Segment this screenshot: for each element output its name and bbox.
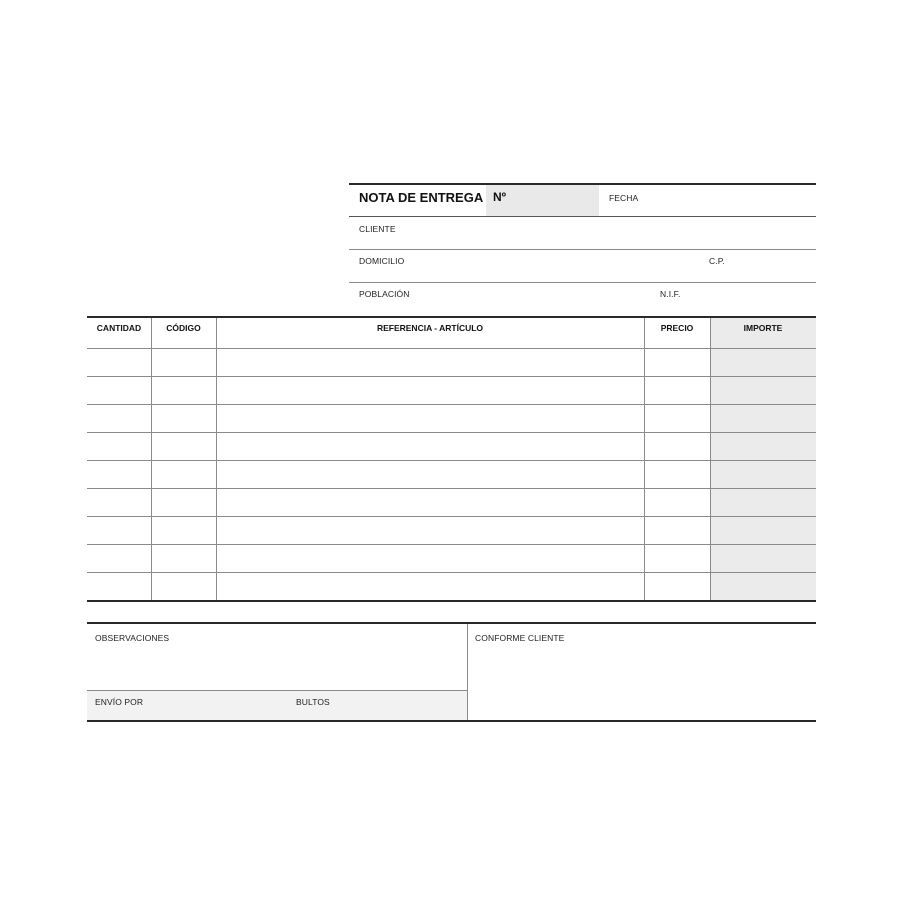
column-header-referencia: REFERENCIA - ARTÍCULO — [376, 323, 484, 333]
footer-bottom-rule — [87, 720, 816, 722]
date-label: FECHA — [609, 193, 639, 203]
header-title-rule — [349, 216, 816, 217]
number-label: Nº — [493, 190, 507, 204]
document-title: NOTA DE ENTREGA — [359, 190, 484, 205]
shipping-row-rule — [87, 690, 467, 691]
table-row[interactable] — [87, 545, 816, 573]
address-rule — [349, 282, 816, 283]
address-label: DOMICILIO — [359, 256, 405, 266]
tax-id-label: N.I.F. — [660, 289, 681, 299]
shipping-label: ENVÍO POR — [95, 697, 144, 707]
column-header-codigo: CÓDIGO — [166, 323, 201, 333]
client-label: CLIENTE — [359, 224, 396, 234]
table-row[interactable] — [87, 433, 816, 461]
table-row[interactable] — [87, 377, 816, 405]
column-header-precio: PRECIO — [660, 323, 694, 333]
table-top-rule — [87, 316, 816, 318]
table-row[interactable] — [87, 489, 816, 517]
table-row[interactable] — [87, 461, 816, 489]
footer-divider — [467, 624, 468, 721]
client-approval-label: CONFORME CLIENTE — [475, 633, 565, 643]
shipping-row-shade — [87, 691, 467, 720]
observations-label: OBSERVACIONES — [95, 633, 170, 643]
table-row[interactable] — [87, 349, 816, 377]
table-row[interactable] — [87, 573, 816, 601]
postal-code-label: C.P. — [709, 256, 725, 266]
table-row[interactable] — [87, 405, 816, 433]
client-rule — [349, 249, 816, 250]
table-row[interactable] — [87, 517, 816, 545]
table-bottom-rule — [87, 600, 816, 602]
city-label: POBLACIÓN — [359, 289, 410, 299]
column-header-cantidad: CANTIDAD — [96, 323, 142, 333]
packages-label: BULTOS — [296, 697, 330, 707]
footer-top-rule — [87, 622, 816, 624]
column-header-importe: IMPORTE — [743, 323, 783, 333]
